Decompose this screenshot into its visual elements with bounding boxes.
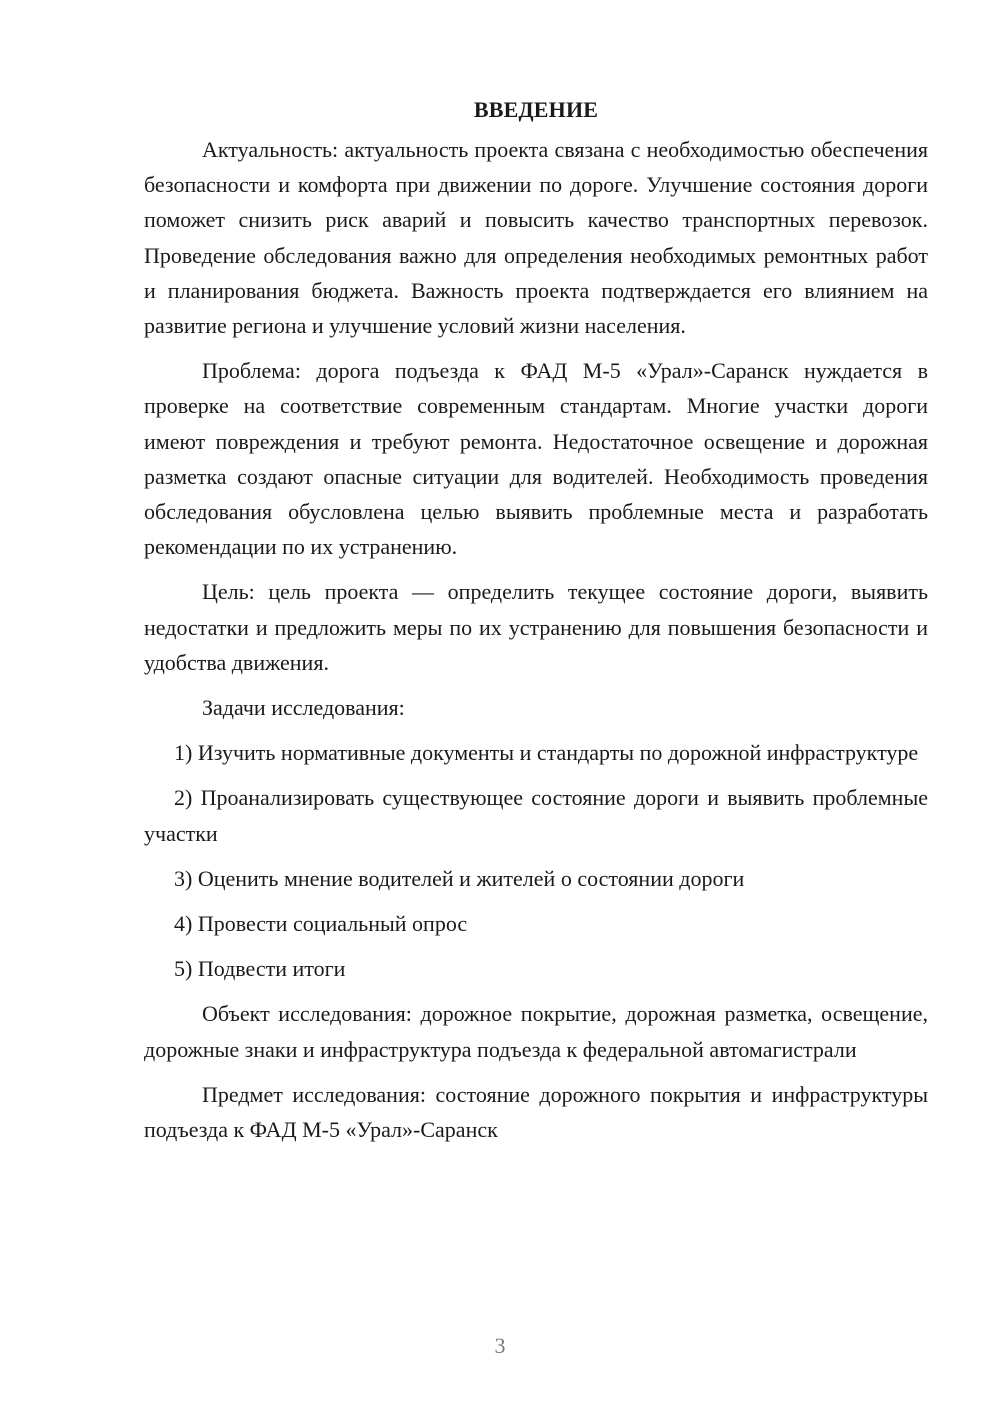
goal-paragraph: Цель: цель проекта — определить текущее состояние дороги, выявить недостатки и предложить меры по их устранению для повышения безопасности и удобства движения. [144,579,928,675]
tasks-list [144,735,928,986]
list-item: 1) Изучить нормативные документы и стандарты по дорожной инфраструктуре [174,740,919,766]
list-item: 2) Проанализировать существующее состояние дороги и выявить проблемные участки [144,785,928,846]
page-title: ВВЕДЕНИЕ [473,97,599,122]
list-item: 5) Подвести итоги [174,956,346,982]
tasks-heading: Задачи исследования: [202,695,405,721]
subject-paragraph: Предмет исследования: состояние дорожного покрытия и инфраструктуры подъезда к ФАД М-5 «Урал»-Саранск [144,1081,928,1143]
page-number: 3 [494,1333,506,1358]
problem-paragraph: Проблема: дорога подъезда к ФАД М-5 «Урал»-Саранск нуждается в проверке на соответствие современным стандартам. Многие участки дороги имеют повреждения и требуют ремонта. Недостаточное освещение и дорожная разметка создают опасные ситуации для водителей. Необходимость проведения обследования обусловлена целью выявить проблемные места и разработать рекомендации по их устранению. [144,358,928,560]
list-item: 3) Оценить мнение водителей и жителей о состоянии дороги [174,865,745,891]
list-item: 4) Провести социальный опрос [174,911,468,937]
relevance-paragraph: Актуальность: актуальность проекта связана с необходимостью обеспечения безопасности и комфорта при движении по дороге. Улучшение состояния дороги поможет снизить риск аварий и повысить качество транспортных перевозок. Проведение обследования важно для определения необходимых ремонтных работ и планирования бюджета. Важность проекта подтверждается его влиянием на развитие региона и улучшение условий жизни населения. [144,137,928,339]
document-page [144,92,928,1157]
object-paragraph: Объект исследования: дорожное покрытие, дорожная разметка, освещение, дорожные знаки и инфраструктура подъезда к федеральной автомагистрали [144,1001,928,1062]
